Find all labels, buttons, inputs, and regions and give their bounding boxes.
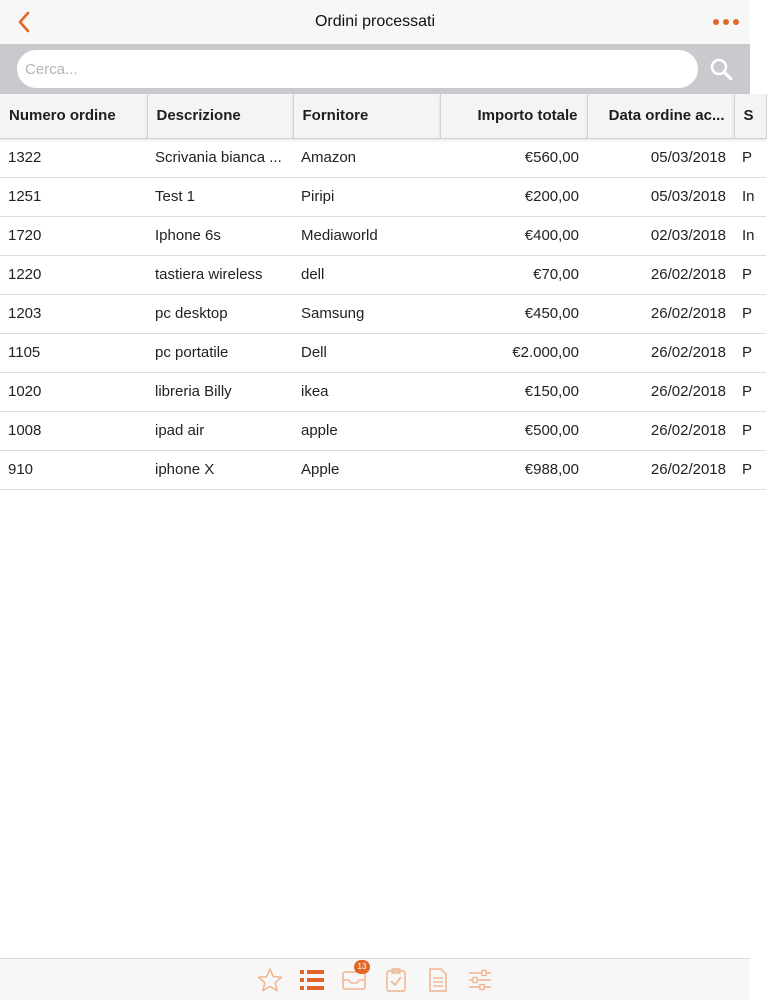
table-row[interactable]	[0, 138, 766, 177]
orders-table	[0, 94, 767, 490]
tasks-button[interactable]	[381, 965, 411, 995]
cell-supplier: apple	[293, 411, 440, 450]
cell-description: Test 1	[147, 177, 293, 216]
settings-button[interactable]	[465, 965, 495, 995]
cell-total-amount: €2.000,00	[440, 333, 587, 372]
inbox-button[interactable]	[339, 961, 369, 995]
cell-supplier: Dell	[293, 333, 440, 372]
cell-description: ipad air	[147, 411, 293, 450]
cell-status: In	[734, 216, 766, 255]
cell-status: P	[734, 372, 766, 411]
cell-order-date: 02/03/2018	[587, 216, 734, 255]
nav-bar	[0, 0, 750, 44]
cell-order-number: 1008	[0, 411, 147, 450]
list-icon	[299, 968, 325, 992]
page-title: Ordini processati	[314, 13, 436, 30]
cell-total-amount: €988,00	[440, 450, 587, 489]
column-header-status[interactable]: S	[734, 94, 766, 138]
cell-order-date: 05/03/2018	[587, 138, 734, 177]
cell-status: P	[734, 255, 766, 294]
bottom-toolbar	[0, 958, 750, 1000]
cell-total-amount: €500,00	[440, 411, 587, 450]
cell-order-number: 1322	[0, 138, 147, 177]
column-header-order-date[interactable]: Data ordine ac...	[587, 94, 734, 138]
favorites-button[interactable]	[255, 965, 285, 995]
search-input[interactable]	[17, 50, 698, 88]
table-row[interactable]	[0, 372, 766, 411]
column-header-description[interactable]: Descrizione	[147, 94, 293, 138]
cell-total-amount: €560,00	[440, 138, 587, 177]
cell-description: pc desktop	[147, 294, 293, 333]
cell-supplier: dell	[293, 255, 440, 294]
table-row[interactable]	[0, 216, 766, 255]
cell-supplier: Amazon	[293, 138, 440, 177]
cell-total-amount: €450,00	[440, 294, 587, 333]
table-row[interactable]	[0, 177, 766, 216]
chevron-left-icon	[17, 11, 31, 33]
search-bar	[0, 44, 750, 94]
document-icon	[427, 967, 449, 993]
cell-order-number: 1203	[0, 294, 147, 333]
column-header-supplier[interactable]: Fornitore	[293, 94, 440, 138]
cell-description: libreria Billy	[147, 372, 293, 411]
cell-description: iphone X	[147, 450, 293, 489]
cell-description: Scrivania bianca ...	[147, 138, 293, 177]
inbox-badge: 13	[354, 960, 370, 974]
cell-supplier: Samsung	[293, 294, 440, 333]
table-row[interactable]	[0, 294, 766, 333]
cell-order-date: 26/02/2018	[587, 255, 734, 294]
cell-total-amount: €200,00	[440, 177, 587, 216]
table-header-row	[0, 94, 766, 138]
cell-total-amount: €70,00	[440, 255, 587, 294]
cell-order-number: 1220	[0, 255, 147, 294]
cell-order-number: 1251	[0, 177, 147, 216]
cell-supplier: Piripi	[293, 177, 440, 216]
cell-order-number: 1720	[0, 216, 147, 255]
column-header-order-number[interactable]: Numero ordine	[0, 94, 147, 138]
more-horizontal-icon	[712, 18, 740, 26]
list-button[interactable]	[297, 965, 327, 995]
documents-button[interactable]	[423, 965, 453, 995]
orders-table-container[interactable]	[0, 94, 755, 490]
cell-description: tastiera wireless	[147, 255, 293, 294]
cell-supplier: ikea	[293, 372, 440, 411]
column-header-total-amount[interactable]: Importo totale	[440, 94, 587, 138]
cell-order-number: 1020	[0, 372, 147, 411]
cell-order-date: 26/02/2018	[587, 450, 734, 489]
table-row[interactable]	[0, 255, 766, 294]
more-button[interactable]	[708, 8, 744, 36]
search-button[interactable]	[706, 54, 736, 84]
cell-status: P	[734, 138, 766, 177]
cell-order-date: 26/02/2018	[587, 372, 734, 411]
cell-description: pc portatile	[147, 333, 293, 372]
cell-order-date: 26/02/2018	[587, 333, 734, 372]
cell-order-date: 26/02/2018	[587, 294, 734, 333]
cell-total-amount: €400,00	[440, 216, 587, 255]
cell-status: P	[734, 450, 766, 489]
cell-supplier: Mediaworld	[293, 216, 440, 255]
sliders-icon	[467, 968, 493, 992]
cell-order-date: 05/03/2018	[587, 177, 734, 216]
table-row[interactable]	[0, 450, 766, 489]
clipboard-check-icon	[384, 967, 408, 993]
cell-supplier: Apple	[293, 450, 440, 489]
cell-status: P	[734, 333, 766, 372]
back-button[interactable]	[10, 8, 38, 36]
cell-status: P	[734, 294, 766, 333]
cell-status: P	[734, 411, 766, 450]
table-row[interactable]	[0, 333, 766, 372]
table-row[interactable]	[0, 411, 766, 450]
cell-order-date: 26/02/2018	[587, 411, 734, 450]
cell-description: Iphone 6s	[147, 216, 293, 255]
cell-total-amount: €150,00	[440, 372, 587, 411]
cell-status: In	[734, 177, 766, 216]
search-icon	[709, 57, 733, 81]
cell-order-number: 910	[0, 450, 147, 489]
star-icon	[257, 967, 283, 993]
cell-order-number: 1105	[0, 333, 147, 372]
